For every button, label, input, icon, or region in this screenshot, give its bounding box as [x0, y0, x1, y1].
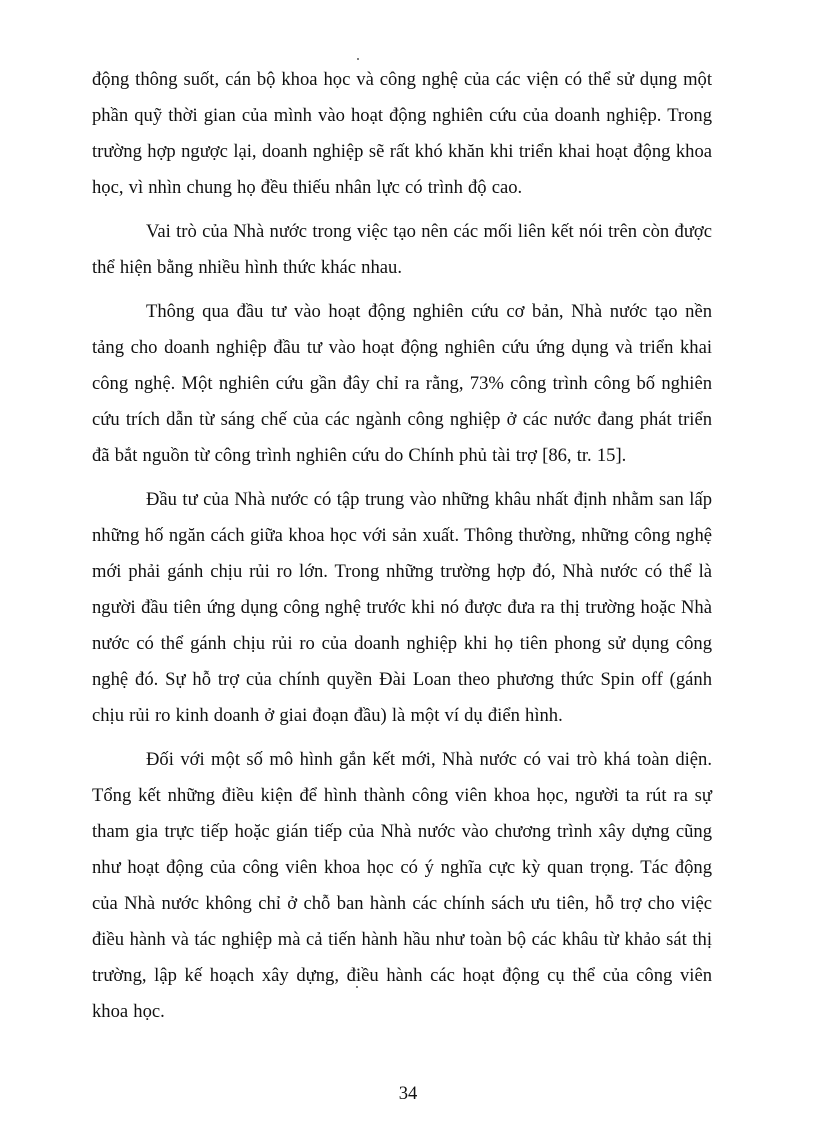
scan-speck	[357, 58, 359, 60]
page-number: 34	[398, 1083, 418, 1104]
paragraph-science-park: Đối với một số mô hình gắn kết mới, Nhà nước có vai trò khá toàn diện. Tổng kết những điều kiện để hình thành công viên khoa học, người ta rút ra sự tham gia trực tiếp hoặc gián tiếp của Nhà nước vào chương trình xây dựng cũng như hoạt động của công viên khoa học có ý nghĩa cực kỳ quan trọng. Tác động của Nhà nước không chỉ ở chỗ ban hành các chính sách ưu tiên, hỗ trợ cho việc điều hành và tác nghiệp mà cả tiến hành hầu như toàn bộ các khâu từ khảo sát thị trường, lập kế hoạch xây dựng, điều hành các hoạt động cụ thể của công viên khoa học.	[92, 749, 712, 1022]
paragraph-basic-research: Thông qua đầu tư vào hoạt động nghiên cứu cơ bản, Nhà nước tạo nền tảng cho doanh nghiệp đầu tư vào hoạt động nghiên cứu ứng dụng và triển khai công nghệ. Một nghiên cứu gần đây chỉ ra rằng, 73% công trình công bố nghiên cứu trích dẫn từ sáng chế của các ngành công nghiệp ở các nước đang phát triển đã bắt nguồn từ công trình nghiên cứu do Chính phủ tài trợ [86, tr. 15].	[92, 301, 712, 466]
scan-speck	[356, 986, 358, 988]
paragraph-state-role: Vai trò của Nhà nước trong việc tạo nên các mối liên kết nói trên còn được thể hiện bằng nhiều hình thức khác nhau.	[92, 221, 712, 278]
paragraph-continuation: động thông suốt, cán bộ khoa học và công nghệ của các viện có thể sử dụng một phần quỹ thời gian của mình vào hoạt động nghiên cứu của doanh nghiệp. Trong trường hợp ngược lại, doanh nghiệp sẽ rất khó khăn khi triển khai hoạt động khoa học, vì nhìn chung họ đều thiếu nhân lực có trình độ cao.	[92, 69, 712, 198]
document-body	[92, 62, 712, 1038]
paragraph-state-investment: Đầu tư của Nhà nước có tập trung vào những khâu nhất định nhằm san lấp những hố ngăn cách giữa khoa học với sản xuất. Thông thường, những công nghệ mới phải gánh chịu rủi ro lớn. Trong những trường hợp đó, Nhà nước có thể là người đầu tiên ứng dụng công nghệ trước khi nó được đưa ra thị trường hoặc Nhà nước có thể gánh chịu rủi ro của doanh nghiệp khi họ tiên phong sử dụng công nghệ đó. Sự hỗ trợ của chính quyền Đài Loan theo phương thức Spin off (gánh chịu rủi ro kinh doanh ở giai đoạn đầu) là một ví dụ điển hình.	[92, 489, 712, 726]
